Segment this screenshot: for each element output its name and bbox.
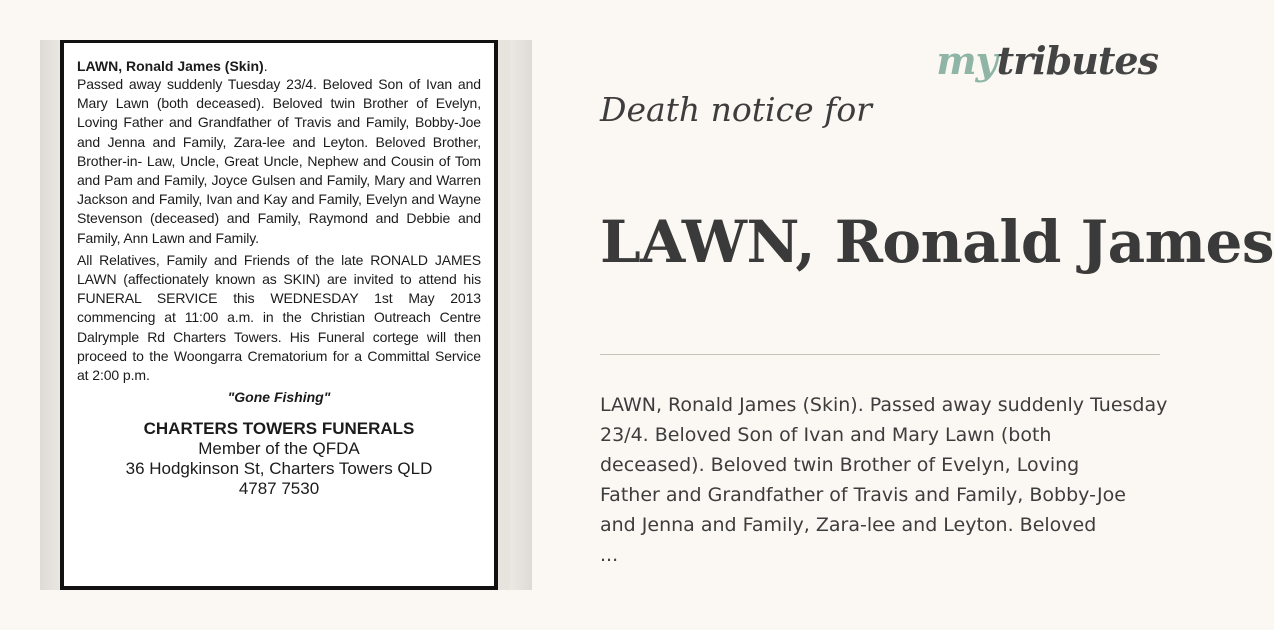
- notice-paragraph-family: Passed away suddenly Tuesday 23/4. Beloved Son of Ivan and Mary Lawn (both deceased). Beloved twin Brother of Evelyn, Loving Father and Grandfather of Travis and Family, Bobby-Joe and Jenna and Family, Zara-lee and Leyton. Beloved Brother, Brother-in- Law, Uncle, Great Uncle, Nephew and Cousin of Tom and Pam and Family, Joyce Gulsen and Family, Mary and Warren Jackson and Family, Ivan and Kay and Family, Evelyn and Wayne Stevenson (deceased) and Family, Raymond and Debbie and Family, Ann Lawn and Family.: [77, 76, 481, 246]
- notice-heading: [77, 57, 481, 75]
- notice-quote: "Gone Fishing": [227, 389, 331, 406]
- logo-tributes: tributes: [996, 38, 1158, 83]
- scan-shadow-left: [40, 40, 62, 590]
- logo-my: my: [936, 38, 997, 83]
- divider: [600, 354, 1160, 355]
- notice-image: [40, 40, 532, 590]
- funeral-home-phone: 4787 7530: [238, 479, 320, 499]
- notice-heading-period: .: [263, 58, 268, 74]
- notice-paragraph-service: All Relatives, Family and Friends of the late RONALD JAMES LAWN (affectionately known as SKIN) are invited to attend his FUNERAL SERVICE this WEDNESDAY 1st May 2013 commencing at 11:00 a.m. in the Christian Outreach Centre Dalrymple Rd Charters Towers. His Funeral cortege will then proceed to the Woongarra Crematorium for a Committal Service at 2:00 p.m.: [77, 251, 481, 384]
- page-subtitle: Death notice for: [600, 90, 872, 129]
- funeral-home-member: Member of the QFDA: [198, 439, 360, 459]
- scan-shadow-right: [510, 40, 532, 590]
- notice-heading-name: LAWN, Ronald James (Skin): [77, 58, 264, 74]
- mytributes-logo: [936, 38, 1158, 83]
- funeral-home-name: CHARTERS TOWERS FUNERALS: [143, 419, 415, 439]
- funeral-home-address: 36 Hodgkinson St, Charters Towers QLD: [125, 459, 433, 479]
- newspaper-notice: [60, 40, 498, 590]
- deceased-name: LAWN, Ronald James: [600, 208, 1274, 276]
- notice-excerpt: LAWN, Ronald James (Skin). Passed away suddenly Tuesday 23/4. Beloved Son of Ivan and Mary Lawn (both deceased). Beloved twin Brother of Evelyn, Loving Father and Grandfather of Travis and Family, Bobby-Joe and Jenna and Family, Zara-lee and Leyton. Beloved ...: [600, 394, 1168, 566]
